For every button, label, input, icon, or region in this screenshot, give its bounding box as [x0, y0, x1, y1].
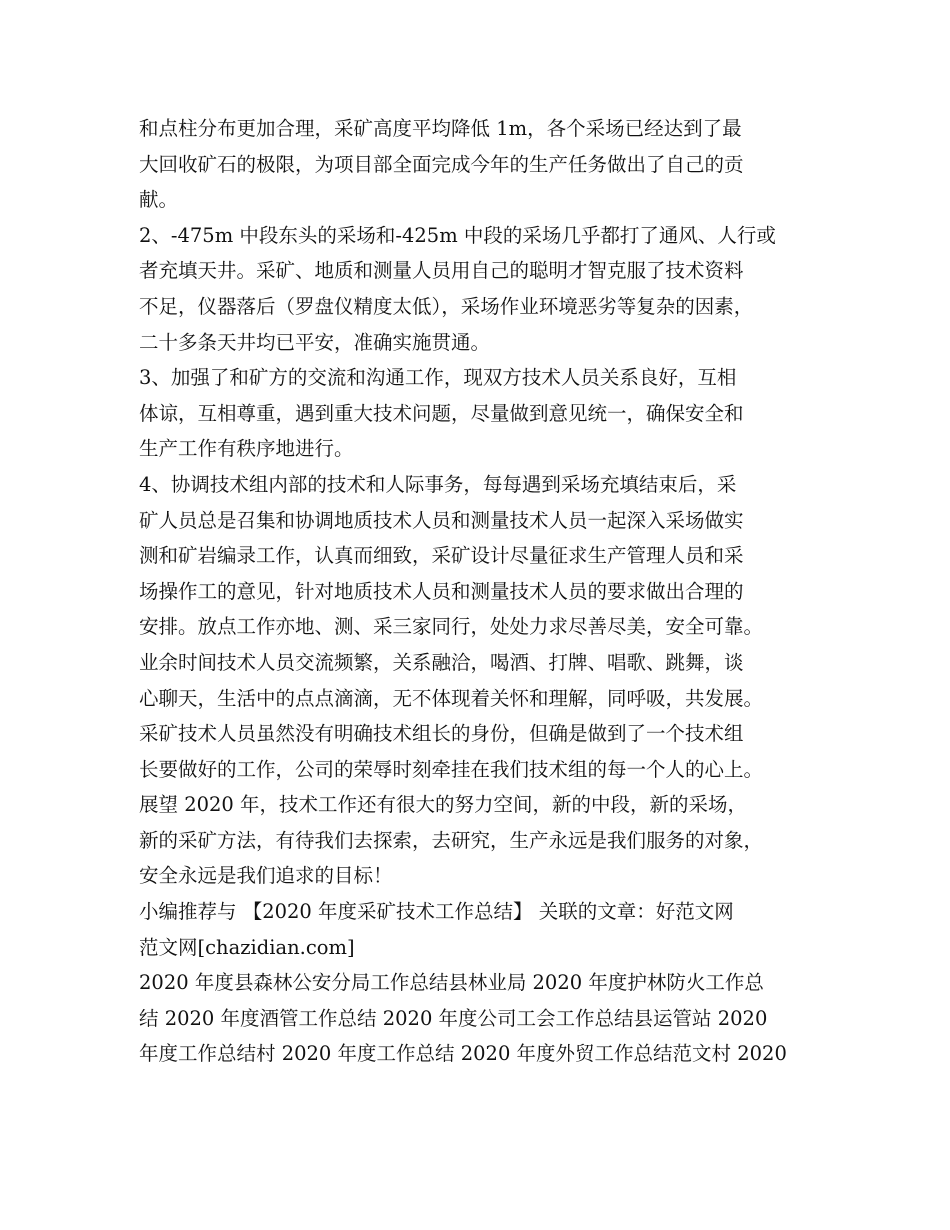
text-line: 2、-475m 中段东头的采场和-425m 中段的采场几乎都打了通风、人行或	[139, 223, 776, 247]
related-titles-line: 2020 年度县森林公安分局工作总结县林业局 2020 年度护林防火工作总	[139, 971, 764, 995]
text-line: 展望 2020 年，技术工作还有很大的努力空间，新的中段，新的采场，	[139, 793, 748, 817]
related-titles-line: 结 2020 年度酒管工作总结 2020 年度公司工会工作总结县运管站 2020	[139, 1006, 768, 1030]
text-line: 长要做好的工作，公司的荣辱时刻牵挂在我们技术组的每一个人的心上。	[139, 757, 764, 781]
text-line: 安排。放点工作亦地、测、采三家同行，处处力求尽善尽美，安全可靠。	[139, 615, 764, 639]
text-line: 矿人员总是召集和协调地质技术人员和测量技术人员一起深入采场做实	[139, 508, 744, 532]
text-line: 4、协调技术组内部的技术和人际事务，每每遇到采场充填结束后，采	[139, 472, 737, 496]
text-line: 者充填天井。采矿、地质和测量人员用自己的聪明才智克服了技术资料	[139, 259, 744, 283]
source-site-line: 范文网[chazidian.com]	[139, 935, 355, 959]
text-line: 场操作工的意见，针对地质技术人员和测量技术人员的要求做出合理的	[139, 579, 744, 603]
text-line: 安全永远是我们追求的目标！	[139, 864, 393, 888]
text-line: 新的采矿方法，有待我们去探索，去研究，生产永远是我们服务的对象，	[139, 828, 764, 852]
text-line: 业余时间技术人员交流频繁，关系融洽，喝酒、打牌、唱歌、跳舞，谈	[139, 650, 744, 674]
text-line: 大回收矿石的极限，为项目部全面完成今年的生产任务做出了自己的贡	[139, 152, 744, 176]
text-line: 心聊天，生活中的点点滴滴，无不体现着关怀和理解，同呼吸，共发展。	[139, 686, 764, 710]
text-line: 测和矿岩编录工作，认真而细致，采矿设计尽量征求生产管理人员和采	[139, 544, 744, 568]
text-line: 和点柱分布更加合理，采矿高度平均降低 1m，各个采场已经达到了最	[139, 117, 742, 140]
document-body	[139, 111, 829, 1072]
text-line: 二十多条天井均已平安，准确实施贯通。	[139, 330, 491, 354]
text-line: 体谅，互相尊重，遇到重大技术问题，尽量做到意见统一，确保安全和	[139, 401, 744, 425]
text-line: 3、加强了和矿方的交流和沟通工作，现双方技术人员关系良好，互相	[139, 366, 737, 390]
text-line: 不足，仪器落后（罗盘仪精度太低），采场作业环境恶劣等复杂的因素，	[139, 294, 754, 318]
related-titles-line: 年度工作总结村 2020 年度工作总结 2020 年度外贸工作总结范文村 2020	[139, 1042, 787, 1066]
related-articles-line: 小编推荐与 【2020 年度采矿技术工作总结】 关联的文章：好范文网	[139, 900, 734, 924]
text-line: 献。	[139, 188, 179, 212]
text-line: 采矿技术人员虽然没有明确技术组长的身份，但确是做到了一个技术组	[139, 722, 744, 746]
text-line: 生产工作有秩序地进行。	[139, 437, 354, 461]
